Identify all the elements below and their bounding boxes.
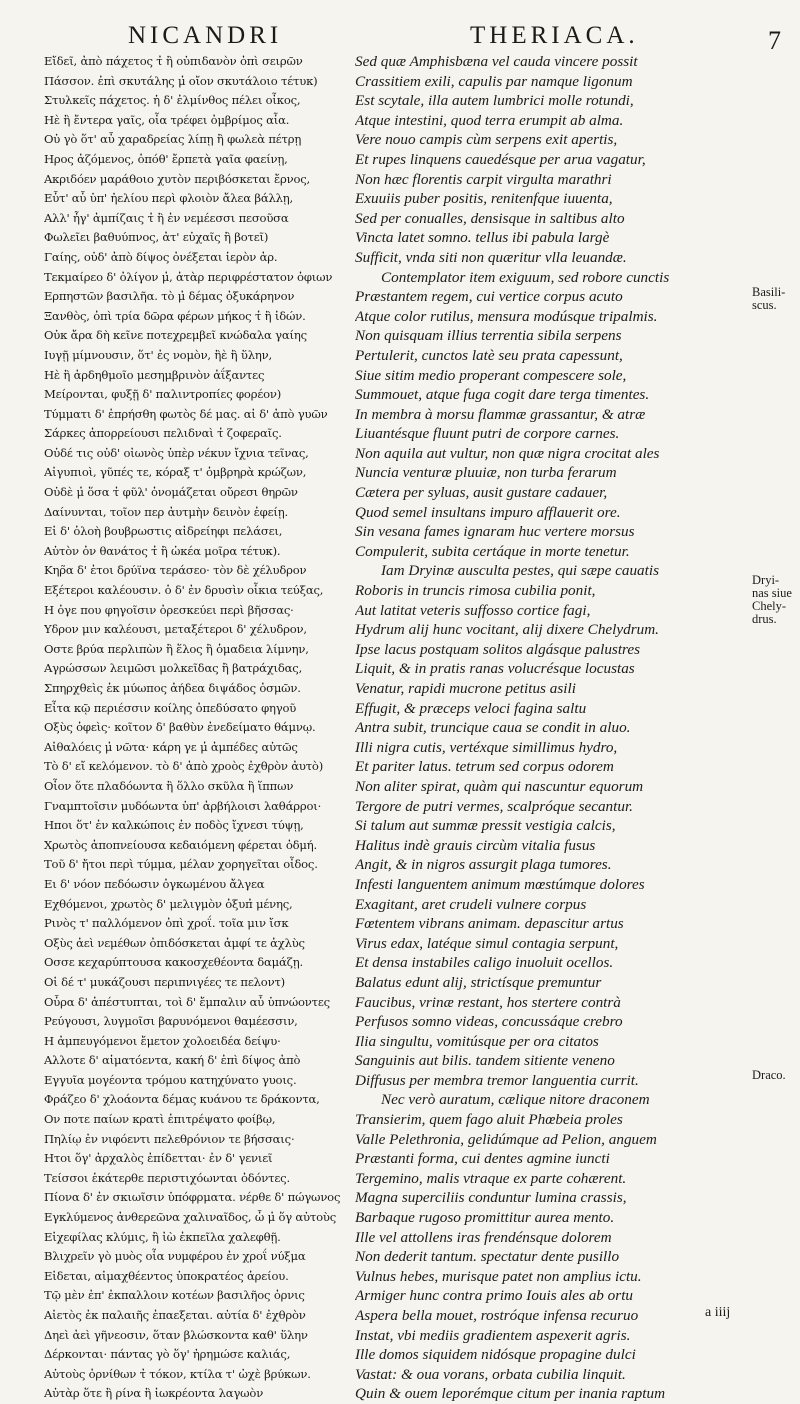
greek-line: Εξέτεροι καλέουσιν. ὁ δ' ἐν δρυσὶν οἶκια τεύξας, [44, 583, 324, 598]
greek-line: Μείρονται, φυξῇ δ' παλιντροπίες φορέον) [44, 387, 282, 402]
greek-line: Εἴδεῖ, ἀπὸ πάχετος τ̓ ἢ οὐπιδανὸν ὀπὶ σειρῶν [44, 54, 303, 68]
right-running-head: THERIACA. [470, 22, 639, 49]
greek-line: Ηρος ἀζόμενος, ὁπόθ' ἔρπετὰ γαῖα φαείνῃ, [44, 151, 288, 166]
latin-line: Compulerit, subita certáque in morte tenetur. [355, 542, 630, 560]
latin-line: Illi nigra cutis, vertéxque simillimus hydro, [355, 738, 618, 756]
latin-line: Contemplator item exiguum, sed robore cunctis [381, 268, 670, 286]
latin-line: Vastat: & oua vorans, orbata cubilia linquit. [355, 1365, 626, 1383]
latin-line: Fœtentem vibrans animam. depascitur artus [355, 915, 624, 933]
latin-line: Cætera per syluas, ausit gustare cadauer, [355, 484, 608, 502]
greek-line: Τοῦ δ' ἤτοι περὶ τύμμα, μέλαν χορηγεῖται οἶδος. [44, 857, 318, 872]
latin-line: Aspera bella mouet, rostróque infensa recuruo [355, 1307, 639, 1324]
greek-line: Αγρώσσων λειμῶσι μολκεῖδας ἢ βατράχιδας, [44, 661, 303, 676]
latin-line: Quod semel insultans impuro afflauerit ore. [355, 503, 621, 521]
greek-line: Οσσε κεχαρύπτουσα κακοσχεθέοντα δαμάζῃ. [44, 955, 303, 970]
latin-line: Infesti languentem animum mœstúmque dolores [355, 875, 645, 893]
greek-line: Ον ποτε παίων κρατὶ ἐπιτρέψατο φοίβῳ, [44, 1112, 276, 1127]
latin-line: Vere nouo campis cùm serpens exit apertis, [355, 131, 618, 149]
latin-line: Balatus edunt alij, strictísque premuntur [355, 973, 602, 991]
latin-line: Aut latitat veteris suffosso cortice fagi, [355, 601, 591, 619]
greek-line: Χρωτὸς ἀποπνείουσα κεδαιόμενη φέρεται ὀδμή. [44, 837, 317, 852]
latin-line: Transierim, quem fago aluit Phœbeia proles [355, 1111, 623, 1129]
latin-line: Liquit, & in pratis ranas volucrésque locustas [355, 660, 635, 678]
greek-line: Ξανθὸς, ὀπὶ τρία δῶρα φέρων μήκος τ̓ ἢ ἰδών. [44, 308, 306, 323]
greek-line: Οἶον ὅτε πλαδόωντα ἢ ὅλλο σκῦλα ἢ ἵππων [44, 778, 294, 793]
latin-line: Effugit, & præceps veloci fagina saltu [355, 699, 587, 717]
latin-line: Instat, vbi mediis gradientem aspexerit agris. [355, 1326, 631, 1344]
margin-note-draco: Draco. [752, 1068, 786, 1082]
greek-line: Οὐκ ἄρα δὴ κεῖνε ποτεχρεμβεῖ κνώδαλα γαίης [44, 328, 307, 343]
greek-line: Αὐτὸν ὀν θανάτος τ̓ ἢ ὠκέα μοῖρα τέτυκ). [44, 543, 281, 558]
greek-line: Αλλοτε δ' αἱματόεντα, κακή δ' ἐπὶ δίψος ἀπὸ [44, 1053, 301, 1068]
latin-line: Præstanti forma, cui dentes agmine iuncti [355, 1150, 610, 1168]
latin-line: Vulnus hebes, murisque patet non amplius ictu. [355, 1267, 642, 1285]
latin-line: Valle Pelethronia, gelidúmque ad Pelion, anguem [355, 1130, 657, 1148]
latin-line: Ille domos siquidem nidósque propagine dulci [355, 1346, 636, 1364]
greek-line: Πάσσον. ἐπὶ σκυτάλης μ̔ οἴον σκυτάλοιο τέτυκ) [44, 73, 318, 88]
greek-line: Πίονα δ' ἐν σκιωῖσιν ὑπόφρματα. νέρθε δ' πώγωνος [44, 1190, 341, 1205]
latin-line: Ilia singultu, vomitúsque per ora citatos [355, 1032, 599, 1050]
latin-line: Venatur, rapidi mucrone petitus asili [355, 680, 576, 697]
greek-line: Τείσσοι ἑκάτερθε περιστιχόωνται ὀδόντες. [44, 1170, 290, 1185]
greek-text-column [44, 52, 350, 1404]
margin-note-basiliscus: Basili- scus. [752, 285, 786, 312]
latin-line: Liuantésque fluunt putri de corpore carnes. [355, 425, 620, 443]
latin-line: Sed per conualles, densisque in saltibus alto [355, 209, 625, 227]
greek-line: Δαίνυνται, τοῖον περ ἀυτμὴν δεινὸν ἐφείῃ. [44, 504, 288, 519]
latin-line: Barbaque rugoso promittitur aurea mento. [355, 1209, 615, 1227]
greek-line: Αἰθαλόεις μ̔ νῶτα· κάρη γε μ̔ ἀμπέδες αὐτῶς [44, 739, 298, 754]
greek-line: Τῷ μὲν ἐπ' ἐκπαλλοιν κοτέων βασιλῆος ὀρνις [44, 1288, 305, 1303]
latin-line: Iam Dryinæ ausculta pestes, qui sæpe cauatis [381, 562, 659, 580]
greek-line: Υδρον μιν καλέουσι, μεταξέτεροι δ' χέλυδρον, [44, 622, 307, 637]
latin-text-column [355, 52, 743, 1404]
greek-line: Αἰετὸς ἐκ παλαιῆς ἐπαεξεται. αὐτία δ' ἐχθρὸν [44, 1308, 306, 1322]
latin-line: Est scytale, illa autem lumbrici molle rotundi, [355, 92, 634, 110]
greek-line: Πηλίῳ ἐν νιφόεντι πελεθρόνιον τε βήσσαις· [44, 1131, 295, 1146]
greek-line: Ηποι ὅτ' ἐν καλκώποις ἐν ποδὸς ἴχνεσι τύψῃ, [44, 818, 304, 833]
greek-line: Σπηρχθεὶς ἐκ μύωπος ἀήδεα διψάδος ὀσμῶν. [44, 681, 301, 695]
greek-line: Κηρ̃α δ' ἐτοι δρύϊνα τεράσεο· τὸν δὲ χέλυδρον [44, 563, 307, 578]
greek-line: Οὖρα δ' ἀπέστυπται, τοὶ δ' ἔμπαλιν αὖ ὑπνώοντες [44, 994, 330, 1009]
latin-line: Ipse lacus postquam solitos algásque palustres [355, 640, 641, 658]
latin-line: Atque intestini, quod terra erumpit ab alma. [355, 111, 624, 129]
latin-line: Et rupes linquens cauedésque per arua vagatur, [355, 150, 646, 168]
latin-line: Tergore de putri vermes, scalpróque secantur. [355, 797, 633, 815]
greek-line: Οξὺς ὀφεὶς· κοῖτον δ' βαθὺν ἐνεδείματο θάμνῳ. [44, 720, 316, 735]
latin-line: Perfusos somno videas, concussáque crebro [355, 1013, 623, 1031]
greek-line: Γναμπτοῖσιν μυδόωντα ὑπ' ἀρβήλοισι λαθάρροι· [44, 798, 322, 813]
latin-line: Non aliter spirat, quàm qui nascuntur equorum [355, 777, 644, 795]
latin-line: Angit, & in nigros assurgit plaga tumores. [355, 856, 612, 874]
greek-line: Ερπηστῶν βασιλῆα. τὸ μ̔ δέμας ὀξυκάρηνον [44, 289, 295, 304]
latin-line: Sufficit, vnda siti non quæritur vlla leuandæ. [355, 248, 627, 266]
greek-line: Δηεὶ ἀεὶ γῆνεοσιν, ὅταν βλώσκοντα καθ' ὕλην [44, 1327, 308, 1342]
latin-line: In membra à morsu flammæ grassantur, & atræ [355, 405, 646, 423]
latin-line: Armiger hunc contra primo Iouis ales ab ortu [355, 1287, 634, 1305]
greek-line: Ει δ' νόον πεδόωσιν ὀγκωμένου ἄλγεα [44, 876, 265, 891]
greek-line: Οξὺς ἀεὶ νεμέθων ὀπιδόσκεται ἀμφί τε ἀχλὺς [44, 935, 305, 950]
greek-line: Ηὲ ἢ ἔντερα γαῖς, οἷα τρέφει ὀμβρίμος αἶα. [44, 112, 290, 127]
greek-line: Οὐδὲ μ̔ ὅσα τ̓ φῦλ' ὀνομάζεται οὔρεσι θηρῶν [44, 485, 298, 500]
latin-line: Et pariter latus. tetrum sed corpus odorem [355, 758, 614, 776]
greek-line: Φράζεο δ' χλοάοντα δέμας κυάνου τε δράκοντα, [44, 1092, 320, 1107]
latin-line: Ille vel attollens iras frendénsque dolorem [355, 1228, 612, 1246]
greek-line: Εἰ δ' ὁλοὴ βουβρωστις αἰδρείηφι πελάσει, [44, 524, 283, 539]
latin-line: Præstantem regem, cui vertice corpus acuto [355, 288, 623, 306]
latin-line: Non dederit tantum. spectatur dente pusillo [355, 1248, 620, 1266]
latin-line: Non quisquam illius terrentia sibila serpens [355, 327, 622, 345]
latin-line: Vincta latet somno. tellus ibi pabula largè [355, 229, 610, 247]
latin-line: Nuncia venturæ pluuiæ, non turba ferarum [355, 464, 617, 482]
greek-line: Ητοι ὅγ' ἀρχαλὸς ἐπίδετται· ἐν δ' γενιεῖ [44, 1151, 273, 1166]
greek-line: Εγκλύμενος ἀνθερεῶνα χαλιναῖδος, ὧ μ̔ ὅγ αὐτοὺς [44, 1210, 337, 1225]
left-running-head: NICANDRI [128, 22, 283, 49]
greek-line: Εἰδεται, αἰμαχθέεντος ὑποκρατέος ἀρείου. [44, 1268, 289, 1283]
greek-line: Τεκμαίρεο δ' ὀλίγον μ̔, ἀτὰρ περιφρέστατον ὀφιων [44, 269, 333, 284]
latin-line: Diffusus per membra tremor languentia currit. [355, 1071, 639, 1089]
greek-line: Αλλ' ἦγ' ἀμπίζαις τ̓ ἢ ἐν νεμέεσσι πεσοῦσα [44, 210, 289, 225]
latin-line: Roboris in truncis rimosa cubilia ponit, [355, 582, 596, 600]
greek-line: Βλιχρεῖν γὸ μυὸς οἷα νυμφέρου ἐν χροΐ νύξμα [44, 1249, 306, 1264]
greek-line: Εὖτ' αὖ ὑπ' ἠελίου περὶ φλοιὸν ἄλεα βάλλῃ, [44, 191, 293, 206]
margin-note-dryinas: Dryi- nas siue Chely- drus. [752, 573, 792, 626]
page-number: 7 [768, 26, 781, 55]
latin-line: Hydrum alij hunc vocitant, alij dixere Chelydrum. [355, 621, 659, 639]
latin-line: Pertulerit, cunctos latè seu prata capessunt, [355, 346, 623, 364]
latin-line: Virus edax, latéque simul contagia serpunt, [355, 934, 619, 952]
greek-line: Εἶτα κῷ περιέσσιν κοίλης ὀπεδύσατο φηγοῦ [44, 700, 297, 715]
latin-line: Tergemino, malis vtraque ex parte cohærent. [355, 1169, 627, 1187]
greek-line: Αὐτοὺς ὀρνίθων τ̓ τόκον, κτίλα τ' ὠχὲ βρύκων. [44, 1366, 311, 1381]
greek-line: Ιυγῇ μίμνουσιν, ὅτ' ἐς νομὸν, ἢὲ ἢ ὕλην, [44, 347, 272, 362]
latin-line: Faucibus, vrinæ restant, hos stertere contrà [355, 993, 621, 1011]
latin-line: Quin & ouem leporémque citum per inania raptum [355, 1385, 666, 1403]
latin-line: Sanguinis aut bilis. tandem sitiente veneno [355, 1052, 615, 1070]
latin-line: Si talum aut summæ pressit vestigia calcis, [355, 817, 616, 835]
latin-line: Atque color rutilus, mensura modúsque tripalmis. [355, 307, 658, 325]
greek-line: Ακριδόεν μαράθοιο χυτὸν περιβόσκεται ἔρνος, [44, 171, 311, 186]
greek-line: Σάρκες ἀπορρείουσι πελιδναὶ τ̓ ζοφεραῖς. [44, 426, 282, 441]
latin-line: Antra subit, truncique caua se condit in aluo. [355, 719, 631, 737]
latin-line: Crassitiem exili, capulis par namque ligonum [355, 72, 633, 90]
greek-line: Ηὲ ἢ ἀρδηθμοῖο μεσημβρινὸν ἀΐξαντες [44, 367, 265, 382]
latin-line: Et densa instabiles caligo inuoluit ocellos. [355, 954, 614, 972]
latin-line: Sed quæ Amphisbæna vel cauda vincere possit [355, 53, 638, 70]
greek-line: Οὐ γὸ ὅτ' αὖ χαραδρείας λίπῃ ἢ φωλεὰ πέτρῃ [44, 132, 302, 147]
greek-line: Στυλκεῖς πάχετος. ἡ δ' ἐλμίνθος πέλει οἶκος, [44, 93, 301, 108]
greek-line: Εχθόμενοι, χρωτὸς δ' μελιγμὸν ὀξυπ̓ μένης, [44, 896, 293, 911]
greek-line: Αὐτὰρ ὅτε ἢ ρίνα ἢ ἰωκρέοντα λαγωὸν [44, 1386, 264, 1401]
greek-line: Οστε βρύα περλιπὼν ἢ ἕλος ἢ ὁμαδεια λίμνην, [44, 641, 309, 656]
greek-line: Τύμματι δ' ἐπρήσθη φωτὸς δέ μας. αἱ δ' ἀπὸ γυῶν [44, 406, 328, 421]
latin-line: Exagitant, aret crudeli vulnere corpus [355, 895, 587, 913]
greek-line: Δέρκονται· πάντας γὸ ὅγ' ἠρημώσε καλιάς, [44, 1347, 291, 1362]
greek-line: Οὐδέ τις οὐδ' οἰωνὸς ὑπὲρ νέκυν ἴχνια τεῖνας, [44, 445, 309, 460]
latin-line: Magna superciliis conduntur lumina crassis, [355, 1189, 627, 1207]
greek-line: Εγγυῖα μογέοντα τρόμου κατηχύνατο γυοις. [44, 1072, 297, 1087]
greek-line: Φωλεῖει βαθυύπνος, ἀτ' εὐχαῖς ἢ βοτεῖ) [44, 230, 269, 245]
latin-line: Siue sitim medio properant compescere sole, [355, 366, 627, 384]
latin-line: Summouet, atque fuga cogit dare terga timentes. [355, 386, 650, 404]
greek-line: Εἰχεφίλας κλύμις, ἢ ἰὼ ἐκπεῖλα χαλεφθῇ. [44, 1229, 281, 1244]
latin-line: Exuuiis puber positis, renitenfque iuuenta, [355, 190, 613, 208]
signature-mark: a iiij [705, 1305, 731, 1320]
latin-line: Halitus indè grauis circùm vitalia fusus [355, 836, 596, 854]
greek-line: Αἰγυπιοὶ, γῦπές τε, κόραξ τ' ὀμβρηρὰ κρώζων, [44, 465, 307, 480]
greek-line: Ρεύγουσι, λυγμοῖσι βαρυνόμενοι θαμέεσσιν, [44, 1014, 298, 1029]
greek-line: Η ὀγε που φηγοῖσιν ὀρεσκεύει περὶ βῆσσας· [44, 602, 294, 617]
greek-line: Ρινὸς τ' παλλόμενον ὀπὶ χροΐ. τοῖα μιν ἴσκ [44, 916, 289, 931]
latin-line: Nec verò auratum, cælique nitore draconem [381, 1091, 650, 1109]
greek-line: Τὸ δ' εἴ κελόμενον. τὸ δ' ἀπὸ χροὸς ἐχθρὸν ἀυτὸ) [44, 759, 324, 774]
greek-line: Οἱ δέ τ' μυκάζουσι περιπνιγέες τε πελοντ) [44, 974, 285, 989]
greek-line: Γαίης, οὐδ' ἀπὸ δίψος ὀνέξεται ἱερὸν ἀρ. [44, 249, 278, 264]
latin-line: Non hæc florentis carpit virgulta marathri [355, 170, 612, 188]
latin-line: Sin vesana fames ignaram huc vertere morsus [355, 523, 635, 541]
latin-line: Non aquila aut vultur, non quæ nigra crocitat ales [355, 444, 660, 462]
greek-line: Η ἀμπευγόμενοι ἔμετον χολοειδέα δείψυ· [44, 1033, 281, 1048]
